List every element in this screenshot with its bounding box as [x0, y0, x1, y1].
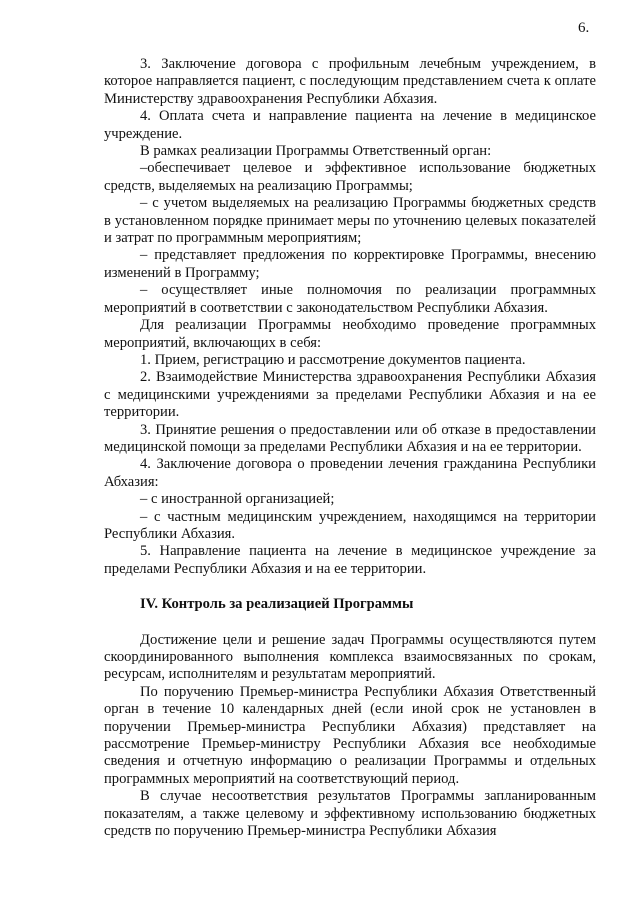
paragraph: 4. Оплата счета и направление пациента на лечение в медицинское учреждение. — [104, 108, 596, 142]
section-heading: IV. Контроль за реализацией Программы — [140, 596, 414, 613]
list-item: – осуществляет иные полномочия по реализации программных мероприятий в соответствии с законодательством Республики Абхазия. — [104, 282, 596, 316]
list-item: – с частным медицинским учреждением, находящимся на территории Республики Абхазия. — [104, 508, 596, 542]
list-item: – с учетом выделяемых на реализацию Программы бюджетных средств в установленном порядке принимает меры по уточнению целевых показателей и затрат по программным мероприятиям; — [104, 195, 596, 247]
list-item: –обеспечивает целевое и эффективное использование бюджетных средств, выделяемых на реализацию Программы; — [104, 160, 596, 194]
list-item: – представляет предложения по корректировке Программы, внесению изменений в Программу; — [104, 247, 596, 281]
paragraph: По поручению Премьер-министра Республики Абхазия Ответственный орган в течение 10 календарных дней (если иной срок не установлен в поручении Премьер-министра Республики Абхазия) представляет на рассмотрение Премьер-министру Республики Абхазия все необходимые сведения и отчетную информацию о реализации Программы и отдельных программных мероприятий на соответствующий период. — [104, 683, 596, 787]
list-item: 2. Взаимодействие Министерства здравоохранения Республики Абхазия с медицинскими учреждениями за пределами Республики Абхазия и на ее территории. — [104, 369, 596, 421]
document-body — [104, 56, 596, 840]
paragraph: В рамках реализации Программы Ответственный орган: — [140, 143, 492, 160]
list-item: 3. Принятие решения о предоставлении или об отказе в предоставлении медицинской помощи за пределами Республики Абхазия и на ее территории. — [104, 421, 596, 455]
list-item: 5. Направление пациента на лечение в медицинское учреждение за пределами Республики Абхазия и на ее территории. — [104, 543, 596, 577]
list-item: – с иностранной организацией; — [140, 491, 335, 508]
paragraph: Для реализации Программы необходимо проведение программных мероприятий, включающих в себя: — [104, 317, 596, 351]
paragraph: В случае несоответствия результатов Программы запланированным показателям, а также целевому и эффективному использованию бюджетных средств по поручению Премьер-министра Республики Абхазия — [104, 788, 596, 840]
paragraph: 3. Заключение договора с профильным лечебным учреждением, в которое направляется пациент, с последующим представлением счета к оплате Министерству здравоохранения Республики Абхазия. — [104, 56, 596, 107]
list-item: 1. Прием, регистрацию и рассмотрение документов пациента. — [140, 351, 526, 368]
page-number: 6. — [578, 20, 590, 36]
list-item: 4. Заключение договора о проведении лечения гражданина Республики Абхазия: — [104, 456, 596, 490]
paragraph: Достижение цели и решение задач Программы осуществляются путем скоординированного выполнения комплекса взаимосвязанных по срокам, ресурсам, исполнителям и результатам мероприятий. — [104, 631, 596, 683]
